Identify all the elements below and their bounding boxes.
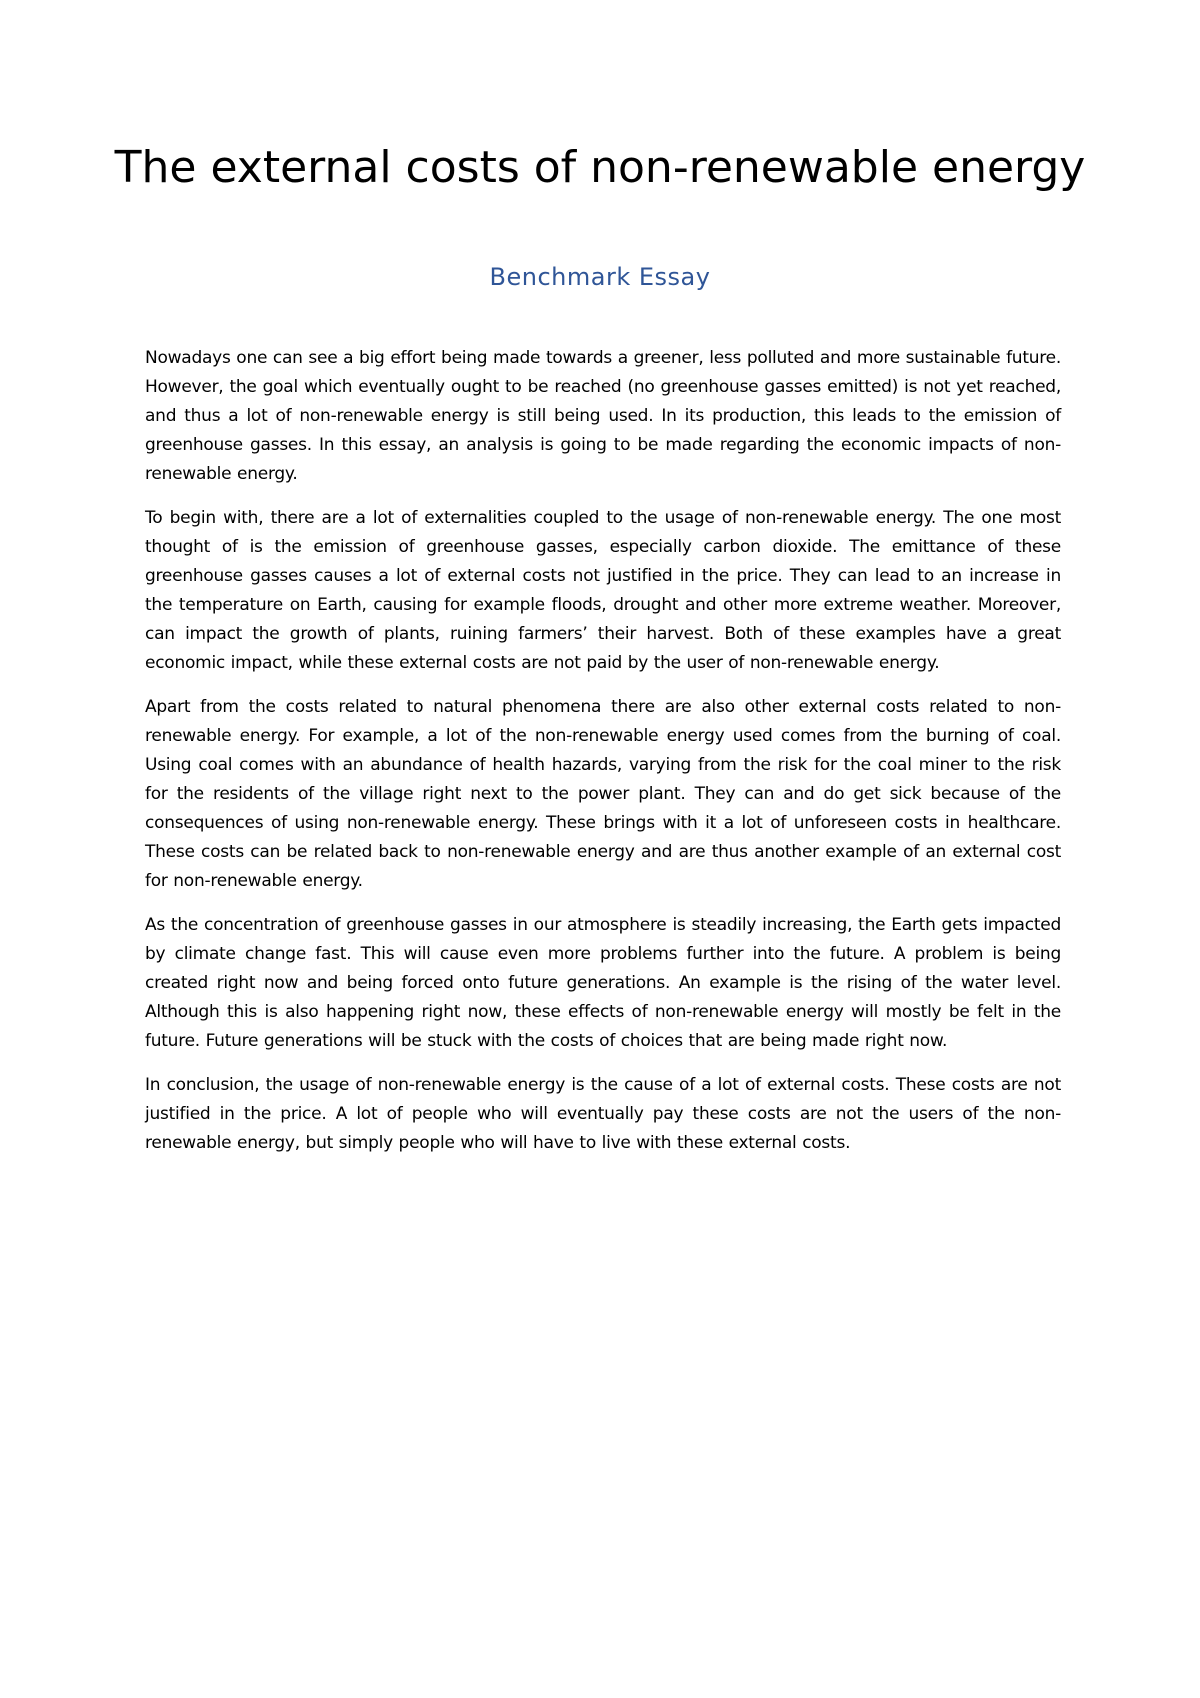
paragraph-externalities: To begin with, there are a lot of externalities coupled to the usage of non-renewable energy. The one most thought of is the emission of greenhouse gasses, especially carbon dioxide. The emittance of these greenhouse gasses causes a lot of external costs not justified in the price. They can lead to an increase in the temperature on Earth, causing for example floods, drought and other more extreme weather. Moreover, can impact the growth of plants, ruining farmers’ their harvest. Both of these examples have a great economic impact, while these external costs are not paid by the user of non-renewable energy. <box>145 508 1061 673</box>
document-body <box>145 344 1061 1173</box>
document-title: The external costs of non-renewable energy <box>114 142 1086 193</box>
paragraph-future-generations: As the concentration of greenhouse gasses in our atmosphere is steadily increasing, the Earth gets impacted by climate change fast. This will cause even more problems further into the future. A problem is being created right now and being forced onto future generations. An example is the rising of the water level. Although this is also happening right now, these effects of non-renewable energy will mostly be felt in the future. Future generations will be stuck with the costs of choices that are being made right now. <box>145 915 1061 1051</box>
paragraph-health-costs: Apart from the costs related to natural phenomena there are also other external costs related to non-renewable energy. For example, a lot of the non-renewable energy used comes from the burning of coal. Using coal comes with an abundance of health hazards, varying from the risk for the coal miner to the risk for the residents of the village right next to the power plant. They can and do get sick because of the consequences of using non-renewable energy. These brings with it a lot of unforeseen costs in healthcare. These costs can be related back to non-renewable energy and are thus another example of an external cost for non-renewable energy. <box>145 697 1061 891</box>
paragraph-introduction: Nowadays one can see a big effort being made towards a greener, less polluted and more sustainable future. However, the goal which eventually ought to be reached (no greenhouse gasses emitted) is not yet reached, and thus a lot of non-renewable energy is still being used. In its production, this leads to the emission of greenhouse gasses. In this essay, an analysis is going to be made regarding the economic impacts of non-renewable energy. <box>145 348 1061 484</box>
document-subtitle: Benchmark Essay <box>489 263 711 291</box>
paragraph-conclusion: In conclusion, the usage of non-renewable energy is the cause of a lot of external costs. These costs are not justified in the price. A lot of people who will eventually pay these costs are not the users of the non-renewable energy, but simply people who will have to live with these external costs. <box>145 1075 1061 1153</box>
